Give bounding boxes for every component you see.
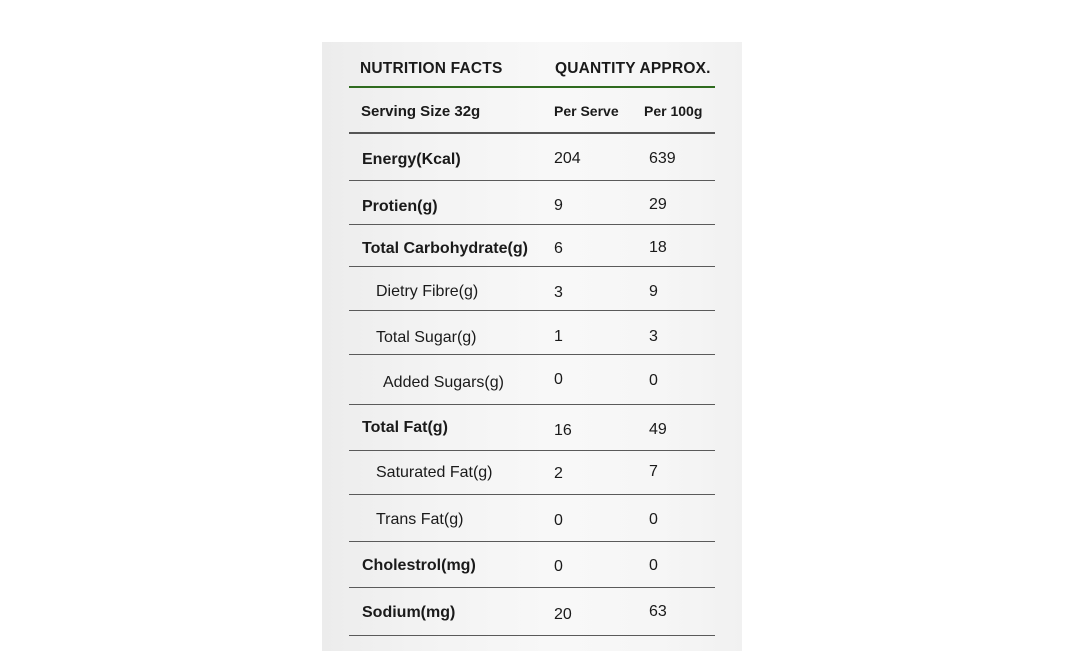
nutrient-name: Cholestrol(mg) bbox=[362, 557, 476, 574]
nutrient-row-fibre bbox=[349, 267, 715, 311]
per-serve-value: 16 bbox=[554, 422, 572, 439]
nutrient-name: Dietry Fibre(g) bbox=[376, 283, 479, 300]
per-100g-value: 63 bbox=[649, 603, 667, 620]
serving-size-label: Serving Size 32g bbox=[361, 103, 481, 120]
nutrient-row-energy bbox=[349, 134, 715, 181]
nutrient-name: Protien(g) bbox=[362, 198, 438, 215]
nutrient-name: Total Carbohydrate(g) bbox=[362, 240, 528, 257]
per-100g-value: 49 bbox=[649, 421, 667, 438]
nutrient-row-sugar bbox=[349, 311, 715, 355]
nutrient-row-saturated-fat bbox=[349, 451, 715, 495]
per-serve-value: 0 bbox=[554, 558, 563, 575]
title-row bbox=[360, 58, 715, 86]
nutrient-name: Total Fat(g) bbox=[362, 419, 448, 436]
per-100g-value: 9 bbox=[649, 283, 658, 300]
per-100g-value: 0 bbox=[649, 511, 658, 528]
per-100g-value: 639 bbox=[649, 150, 676, 167]
per-serve-value: 1 bbox=[554, 328, 563, 345]
nutrition-facts-title: NUTRITION FACTS bbox=[360, 60, 503, 77]
per-100g-value: 0 bbox=[649, 557, 658, 574]
nutrient-row-cholesterol bbox=[349, 542, 715, 588]
quantity-approx-heading: QUANTITY APPROX. bbox=[555, 60, 711, 77]
nutrient-name: Total Sugar(g) bbox=[376, 329, 477, 346]
per-serve-value: 6 bbox=[554, 240, 563, 257]
per-serve-value: 9 bbox=[554, 197, 563, 214]
per-100g-value: 7 bbox=[649, 463, 658, 480]
per-100g-value: 18 bbox=[649, 239, 667, 256]
column-header-row bbox=[349, 88, 715, 132]
per-100g-value: 29 bbox=[649, 196, 667, 213]
per-100g-header: Per 100g bbox=[644, 103, 703, 119]
nutrient-name: Sodium(mg) bbox=[362, 604, 456, 621]
nutrient-name: Energy(Kcal) bbox=[362, 151, 461, 168]
per-serve-value: 204 bbox=[554, 150, 581, 167]
nutrient-row-fat bbox=[349, 405, 715, 451]
nutrient-row-sodium bbox=[349, 588, 715, 636]
per-serve-value: 2 bbox=[554, 465, 563, 482]
per-serve-value: 3 bbox=[554, 284, 563, 301]
nutrient-row-protein bbox=[349, 181, 715, 225]
per-serve-value: 0 bbox=[554, 371, 563, 388]
nutrient-name: Saturated Fat(g) bbox=[376, 464, 493, 481]
per-100g-value: 3 bbox=[649, 328, 658, 345]
per-serve-header: Per Serve bbox=[554, 103, 619, 119]
nutrient-row-trans-fat bbox=[349, 495, 715, 542]
nutrient-row-carbohydrate bbox=[349, 225, 715, 267]
per-100g-value: 0 bbox=[649, 372, 658, 389]
per-serve-value: 0 bbox=[554, 512, 563, 529]
nutrient-row-added-sugars bbox=[349, 355, 715, 405]
per-serve-value: 20 bbox=[554, 606, 572, 623]
nutrient-name: Trans Fat(g) bbox=[376, 511, 464, 528]
nutrient-name: Added Sugars(g) bbox=[383, 374, 504, 391]
